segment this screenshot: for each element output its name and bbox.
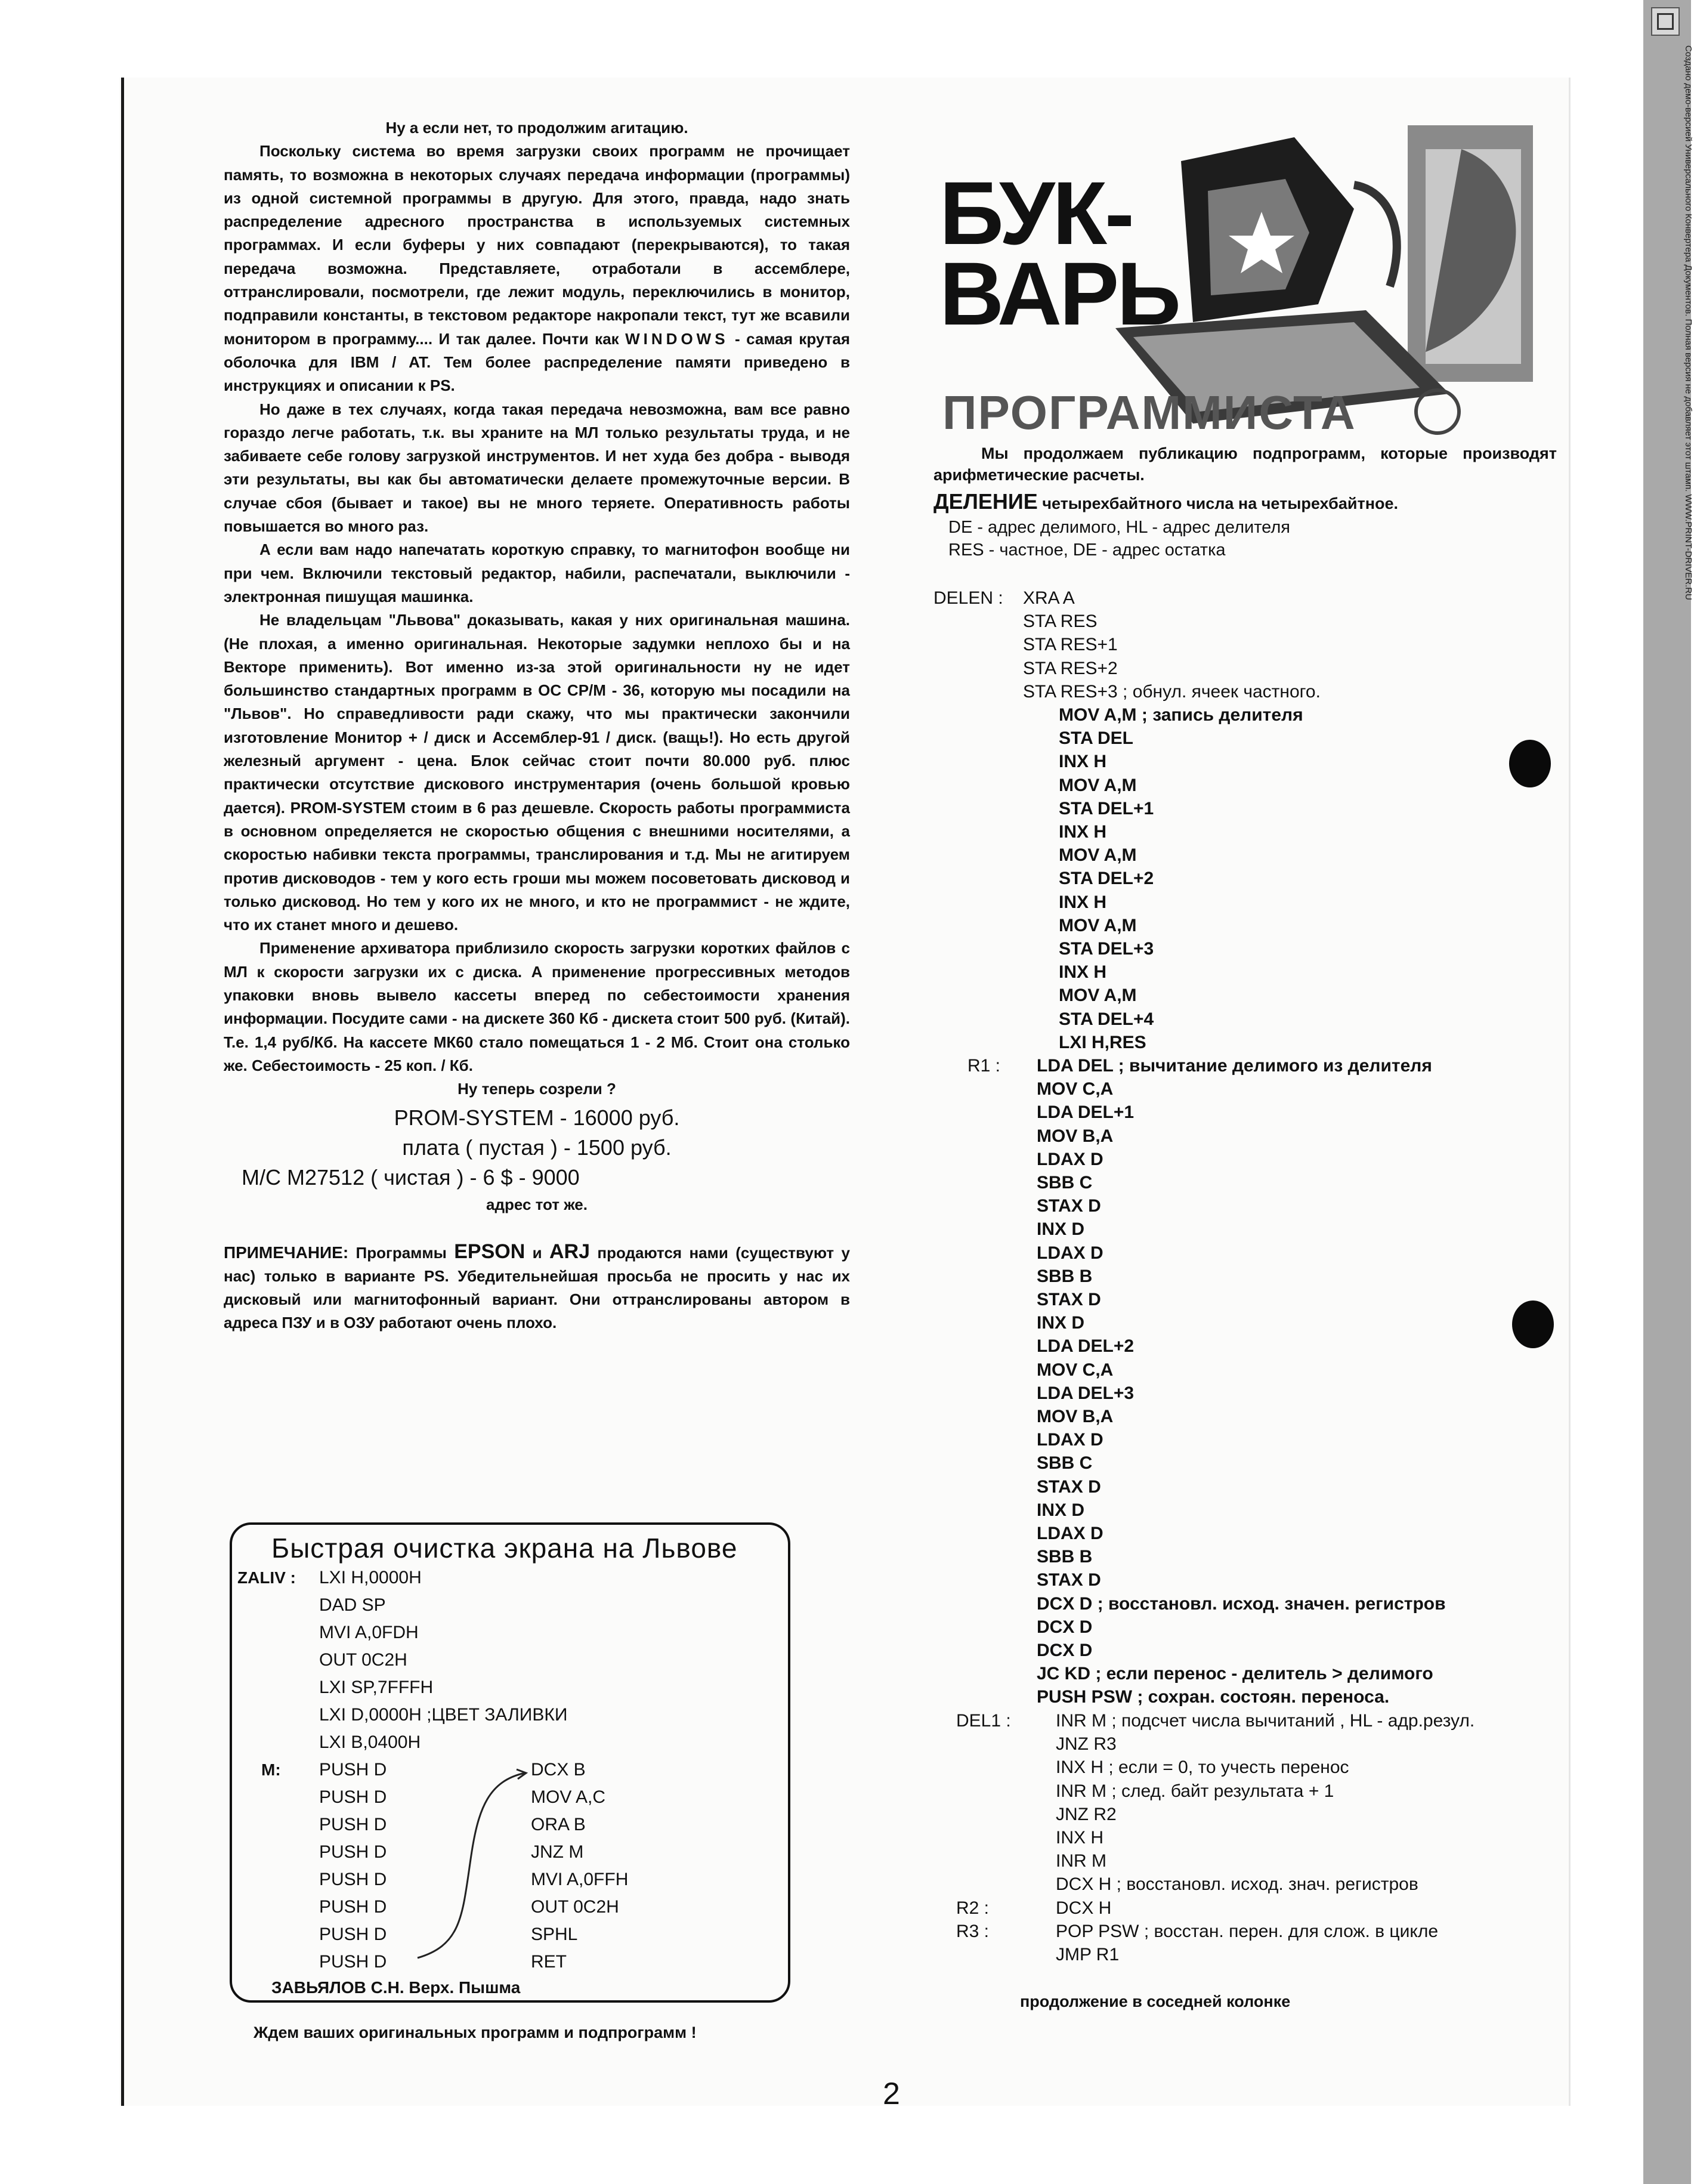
code-line: LDAX D — [1037, 1149, 1103, 1169]
intro-text: Мы продолжаем публикацию подпрограмм, которые производят арифметические расчеты. — [933, 444, 1557, 484]
code-line: DCX H — [1056, 1898, 1112, 1918]
price-board: плата ( пустая ) - 1500 руб. — [402, 1135, 672, 1160]
division-word: ДЕЛЕНИЕ — [933, 489, 1038, 514]
listing-line: SPHL — [531, 1924, 578, 1944]
converter-logo-icon — [1651, 7, 1680, 36]
address-note: адрес тот же. — [486, 1196, 588, 1214]
code-line: STA RES+3 ; обнул. ячеек частного. — [1023, 681, 1321, 702]
page-number: 2 — [883, 2077, 900, 2111]
label-m: M: — [261, 1760, 281, 1779]
loop-arrow — [406, 1766, 531, 1963]
listing-line: ORA B — [531, 1815, 586, 1834]
code-line: SBB C — [1037, 1453, 1093, 1473]
listing-line: LXI D,0000H ;ЦВЕТ ЗАЛИВКИ — [319, 1705, 568, 1725]
logo-subtitle: ПРОГРАММИСТА — [942, 386, 1356, 439]
code-line: INR M ; след. байт результата + 1 — [1056, 1781, 1334, 1801]
code-line: LDA DEL ; вычитание делимого из делителя — [1037, 1056, 1432, 1076]
code-line: INX D — [1037, 1500, 1085, 1520]
code-line: STAX D — [1037, 1570, 1101, 1590]
windows-word: WINDOWS — [625, 329, 729, 348]
ink-blot — [1509, 740, 1551, 787]
listing-line: PUSH D — [319, 1952, 387, 1972]
code-line: MOV C,A — [1037, 1360, 1114, 1380]
label-r2: R2 : — [956, 1898, 990, 1918]
price-prom-system: PROM-SYSTEM - 16000 руб. — [394, 1105, 680, 1130]
listing-line: MVI A,0FDH — [319, 1623, 419, 1642]
paragraph-memory-text: Поскольку система во время загрузки своих программ не прочищает память, то возможна в некоторых случаях передача информации (программы) из одной системной программы в другую. Для этого, правда, надо знать распределение адресного пространства в используемых системных программах. И если буферы у них совпадают (перекрываются), то такая передача возможна. Представляете, отработали в ассемблере, оттранслировали, посмотрели, где лежит модуль, переключились в монитор, подправили константы, в текстовом редакторе накропали текст, тут же всавили монитором в программу.... И так далее. Почти как — [224, 142, 850, 348]
note-text-1: Программы — [356, 1244, 447, 1262]
listing-line: OUT 0C2H — [319, 1650, 407, 1670]
paragraph-opening: Ну а если нет, то продолжим агитацию. — [385, 119, 688, 137]
listing-line: DAD SP — [319, 1595, 386, 1615]
code-line: SBB B — [1037, 1547, 1093, 1567]
code-line: DCX H ; восстановл. исход. знач. регистров — [1056, 1874, 1418, 1895]
listing-line: RET — [531, 1952, 567, 1972]
code-line: LDA DEL+1 — [1037, 1102, 1135, 1123]
division-heading — [933, 489, 1398, 514]
code-line: MOV A,M — [1059, 915, 1137, 935]
listing-line: LXI SP,7FFFH — [319, 1678, 434, 1697]
res-description: RES - частное, DE - адрес остатка — [948, 540, 1226, 560]
page-left-edge — [121, 78, 124, 2106]
code-line: STAX D — [1037, 1196, 1101, 1216]
label-r1: R1 : — [967, 1056, 1001, 1076]
note-epson: EPSON — [454, 1240, 525, 1264]
code-line: INX H — [1059, 752, 1107, 772]
watermark-text: Создано демо-версией Универсального Конвертера Документов. Полная версия не добавляет этот штамп. WWW.PRINT-DRIVER.RU — [1683, 45, 1693, 600]
code-line: INX H — [1059, 822, 1107, 842]
code-line: LDA DEL+3 — [1037, 1383, 1135, 1403]
listing-line: PUSH D — [319, 1924, 387, 1944]
price-list — [224, 1103, 850, 1216]
listing-line: OUT 0C2H — [531, 1897, 619, 1917]
code-line: SBB B — [1037, 1266, 1093, 1286]
label-r3: R3 : — [956, 1922, 990, 1941]
label-delen: DELEN : — [933, 588, 1003, 608]
code-line: JMP R1 — [1056, 1945, 1120, 1964]
code-line: INX H — [1059, 962, 1107, 983]
code-line: DCX D — [1037, 1617, 1093, 1637]
question-line: Ну теперь созрели ? — [457, 1080, 616, 1098]
listing-line: PUSH D — [319, 1842, 387, 1862]
code-line: STAX D — [1037, 1290, 1101, 1309]
code-line: LDA DEL+2 — [1037, 1336, 1135, 1357]
listing-line: PUSH D — [319, 1760, 387, 1780]
code-line: MOV C,A — [1037, 1079, 1114, 1099]
code-line: MOV A,M — [1059, 775, 1137, 795]
code-line: INX H — [1059, 892, 1107, 912]
division-description: четырехбайтного числа на четырехбайтное. — [1042, 495, 1399, 512]
code-line: MOV B,A — [1037, 1126, 1114, 1146]
page-right-edge — [1569, 78, 1571, 2106]
code-line: PUSH PSW ; сохран. состоян. переноса. — [1037, 1687, 1390, 1707]
code-line: POP PSW ; восстан. перен. для слож. в цикле — [1056, 1921, 1439, 1941]
code-line: XRA A — [1023, 588, 1075, 608]
code-line: STA DEL+1 — [1059, 798, 1154, 818]
code-line: MOV A,M — [1059, 845, 1137, 866]
code-line: LDAX D — [1037, 1524, 1103, 1543]
code-line: STA DEL — [1059, 728, 1133, 749]
label-del1: DEL1 : — [956, 1711, 1011, 1731]
listing-line: PUSH D — [319, 1897, 387, 1917]
code-line: SBB C — [1037, 1173, 1093, 1193]
code-line: LDAX D — [1037, 1430, 1103, 1450]
paragraph-archiver: Применение архиватора приблизило скорость загрузки коротких файлов с МЛ к скорости загрузки их с диска. А применение прогрессивных методов упаковки вновь вывело кассеты вперед по себестоимости хранения информации. Посудите сами - на дискете 360 Кб - дискета стоит 500 руб. (Китай). Т.е. 1,4 руб/Кб. На кассете МК60 стало помещаться 1 - 2 Мб. Стоит она столько же. Себестоимость - 25 коп. / Кб. — [224, 939, 850, 1074]
price-chip: M/C M27512 ( чистая ) - 6 $ - 9000 — [242, 1165, 580, 1190]
code-line: LDAX D — [1037, 1243, 1103, 1263]
logo-line-2: ВАРЬ — [939, 243, 1179, 344]
listing-title: Быстрая очистка экрана на Львове — [271, 1533, 738, 1564]
de-description: DE - адрес делимого, HL - адрес делителя — [948, 518, 1290, 537]
paragraph-memory — [224, 140, 850, 397]
paragraph-print: А если вам надо напечатать короткую справку, то магнитофон вообще ни при чем. Включили текстовый редактор, набили, распечатали, выключили - электронная пишущая машинка. — [224, 540, 850, 606]
listing-line: LXI B,0400H — [319, 1732, 421, 1752]
note-text-4: . Убедительнейшая просьба не просить у нас их дисковый или магнитофонный вариант. Они оттранслированы автором в адреса ПЗУ и в ОЗУ работают очень плохо. — [224, 1267, 851, 1332]
code-line: INX H ; если = 0, то учесть перенос — [1056, 1757, 1349, 1778]
code-line: DCX D — [1037, 1641, 1093, 1660]
code-line: JC KD ; если перенос - делитель > делимого — [1037, 1664, 1433, 1684]
code-line: STA DEL+2 — [1059, 869, 1154, 889]
code-line: LXI H,RES — [1059, 1032, 1146, 1052]
note-arj: ARJ — [549, 1240, 591, 1264]
listing-line: PUSH D — [319, 1870, 387, 1889]
note-block — [224, 1240, 850, 1335]
code-line: INX D — [1037, 1219, 1085, 1240]
listing-line: MVI A,0FFH — [531, 1870, 629, 1889]
code-line: STA RES+1 — [1023, 635, 1118, 655]
left-column — [224, 116, 850, 1335]
note-label: ПРИМЕЧАНИЕ: — [224, 1243, 349, 1262]
note-ps: PS — [424, 1267, 445, 1286]
code-line: JNZ R3 — [1056, 1734, 1117, 1754]
code-line: STA RES — [1023, 611, 1098, 632]
code-line: DCX D ; восстановл. исход. значен. регистров — [1037, 1593, 1446, 1614]
paragraph-tape: Но даже в тех случаях, когда такая передача невозможна, вам все равно гораздо легче работать, т.к. вы храните на МЛ только результаты труда, и не забиваете себе голову загрузкой инструментов. И нет худа без добра - выводя эти результаты, вы как бы автоматически делаете промежуточные версии. В случае сбоя (бывает и такое) вы не много теряете. Оперативность работы повышается во много раз. — [224, 400, 850, 536]
listing-line: JNZ M — [531, 1842, 584, 1862]
continuation-note: продолжение в соседней колонке — [1020, 1993, 1291, 2010]
code-line: STAX D — [1037, 1476, 1101, 1497]
note-text-3: продаются нами (существуют у нас) только в варианте — [224, 1244, 850, 1286]
ink-blot — [1512, 1300, 1554, 1348]
code-line: INR M ; подсчет числа вычитаний , HL - адр.резул. — [1056, 1711, 1475, 1731]
code-line: MOV A,M — [1059, 986, 1137, 1006]
listing-line: LXI H,0000H — [319, 1568, 422, 1587]
code-line: JNZ R2 — [1056, 1804, 1117, 1824]
label-zaliv: ZALIV : — [237, 1568, 296, 1587]
paragraph-memory-tail: - самая крутая оболочка для IBM / AT. Тем более распределение памяти приведено в инструкциях и описании к PS. — [224, 329, 851, 395]
code-line: STA DEL+3 — [1059, 939, 1154, 959]
listing-line: DCX B — [531, 1760, 586, 1780]
code-line: MOV A,M ; запись делителя — [1059, 705, 1303, 725]
logo-title — [939, 163, 1179, 344]
bottom-caption: Ждем ваших оригинальных программ и подпрограмм ! — [254, 2024, 697, 2041]
listing-line: PUSH D — [319, 1787, 387, 1807]
code-line: INR M — [1056, 1851, 1106, 1871]
code-line: INX H — [1056, 1828, 1104, 1848]
listing-author: ЗАВЬЯЛОВ С.Н. Верх. Пышма — [271, 1978, 521, 1997]
listing-line: PUSH D — [319, 1815, 387, 1834]
code-line: MOV B,A — [1037, 1407, 1114, 1426]
code-line: STA RES+2 — [1023, 658, 1118, 678]
note-text-2: и — [532, 1244, 542, 1262]
logo-line-1: БУК- — [939, 163, 1132, 263]
code-line: STA DEL+4 — [1059, 1009, 1154, 1029]
listing-line: MOV A,C — [531, 1787, 606, 1807]
paragraph-lvov: Не владельцам "Львова" доказывать, какая у них оригинальная машина. (Не плохая, а именно оригинальная. Некоторые задумки неплохо бы и на Векторе применить). Вот именно из-за этой оригинальности ну не идет большинство стандартных программ в ОС CP/M - 36, которую мы посадили на "Львов". Но справедливости ради скажу, что мы практически закончили изготовление Монитор + / диск и Ассемблер-91 / диск. (ващь!). Но есть другой железный аргумент - цена. Блок сейчас стоит почти 80.000 руб. плюс практически отсутствие дискового инструментария (очень большой кровью дается). PROM-SYSTEM стоим в 6 раз дешевле. Скорость работы программиста в основном определяется не скоростью общения с внешними носителями, а скоростью набивки текста программы, транслирования и т.д. Мы не агитируем против дисководов - тем у кого есть гроши мы можем посоветовать дисковод и только дисковод. Но тем у кого их не много, и кто не программист - не ждите, что их станет много и дешево. — [224, 611, 850, 934]
code-line: INX D — [1037, 1313, 1085, 1333]
